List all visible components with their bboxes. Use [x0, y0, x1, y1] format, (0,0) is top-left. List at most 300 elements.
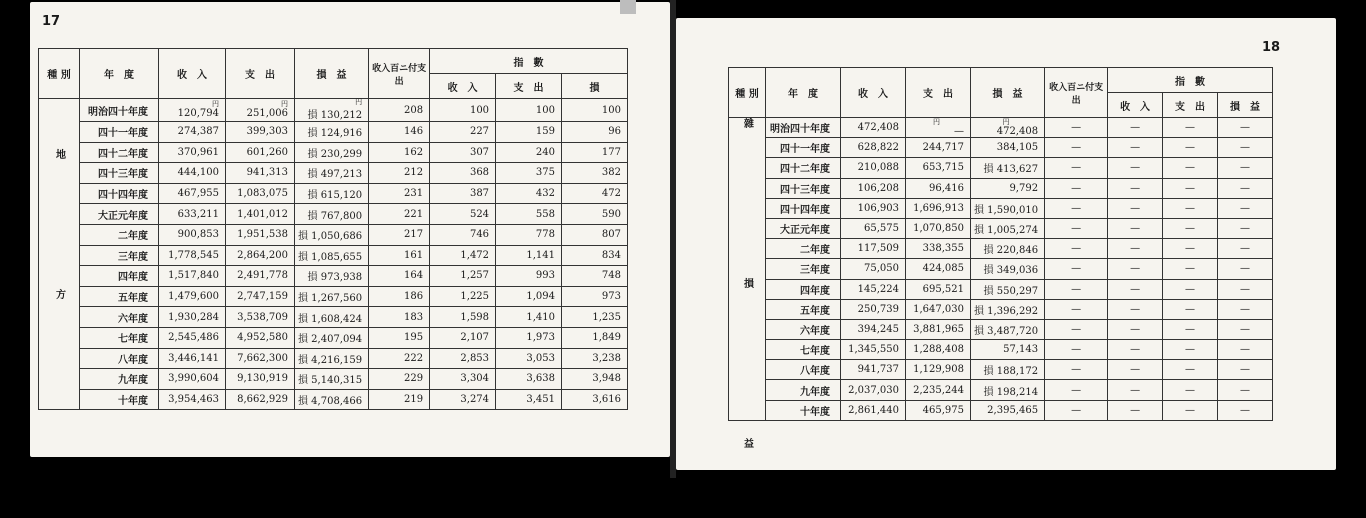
expense-value: 1,083,075 [237, 188, 288, 200]
expense-value: 941,313 [246, 167, 288, 179]
i1-cell: 100 [430, 99, 496, 122]
balance-cell [971, 340, 1045, 360]
i3-cell: 748 [562, 266, 628, 287]
dash-cell: — [1218, 319, 1273, 339]
balance-value: 損 1,267,560 [298, 293, 363, 305]
expense-value: 338,355 [922, 243, 964, 255]
i2-cell: 3,451 [496, 389, 562, 410]
page-number-left: 17 [42, 14, 61, 29]
income-value: 117,509 [857, 243, 899, 255]
expense-cell [906, 299, 971, 319]
table-row [729, 259, 1273, 279]
balance-cell [971, 239, 1045, 259]
expense-cell [226, 348, 295, 369]
income-cell [159, 142, 226, 163]
i1-cell: 2,107 [430, 327, 496, 348]
expense-value: 7,662,300 [237, 352, 288, 364]
expense-value: 1,288,408 [913, 344, 964, 356]
i1-cell: 1,598 [430, 307, 496, 328]
balance-value: 損 124,916 [307, 128, 363, 140]
balance-value: 損 1,590,010 [974, 204, 1039, 216]
i2-cell: 240 [496, 142, 562, 163]
i2-cell: 778 [496, 224, 562, 245]
header-category: 種 別 [729, 68, 766, 118]
expense-cell [906, 259, 971, 279]
i1-cell: 1,225 [430, 286, 496, 307]
income-cell [159, 204, 226, 225]
year-cell: 六年度 [766, 319, 841, 339]
dash-cell: — [1163, 279, 1218, 299]
category-cell: 雜 損 益 [729, 118, 766, 421]
right-table-body [729, 117, 1273, 518]
dash-cell: — [1108, 178, 1163, 198]
balance-value: 損 497,213 [307, 169, 363, 181]
expense-value: 1,951,538 [237, 229, 288, 241]
dash-cell: — [1218, 380, 1273, 400]
dash-cell: — [1218, 118, 1273, 138]
i3-cell: 382 [562, 163, 628, 184]
income-value: 210,088 [857, 162, 899, 174]
income-value: 250,739 [857, 303, 899, 315]
income-cell [159, 99, 226, 122]
i2-cell: 375 [496, 163, 562, 184]
balance-value: 損 1,005,274 [974, 225, 1039, 237]
year-cell: 三年度 [80, 245, 159, 266]
expense-cell [906, 340, 971, 360]
dash-cell: — [1218, 218, 1273, 238]
dash-cell: — [1108, 138, 1163, 158]
dash-cell: — [1045, 239, 1108, 259]
table-row [39, 122, 628, 143]
table-row [39, 245, 628, 266]
balance-cell [295, 183, 369, 204]
income-value: 145,224 [857, 283, 899, 295]
income-cell [159, 245, 226, 266]
year-cell: 明治四十年度 [80, 99, 159, 122]
header-ratio: 收入百ニ付支出 [1045, 68, 1108, 118]
table-row [39, 286, 628, 307]
expense-cell [226, 122, 295, 143]
header-index: 指 數 [1108, 68, 1273, 93]
dash-cell: — [1163, 138, 1218, 158]
income-cell [159, 224, 226, 245]
i3-cell: 807 [562, 224, 628, 245]
dash-cell: — [1218, 340, 1273, 360]
table-row [729, 299, 1273, 319]
year-cell: 五年度 [766, 299, 841, 319]
year-cell: 十年度 [766, 400, 841, 420]
balance-cell [971, 138, 1045, 158]
i2-cell: 432 [496, 183, 562, 204]
table-row [39, 204, 628, 225]
balance-value: 損 130,212 [307, 110, 363, 121]
header-ratio: 收入百ニ付支出 [369, 49, 430, 99]
expense-cell [906, 279, 971, 299]
dash-cell: — [1045, 198, 1108, 218]
year-cell: 大正元年度 [766, 218, 841, 238]
dash-cell: — [1108, 360, 1163, 380]
i2-cell: 993 [496, 266, 562, 287]
year-cell: 四十三年度 [80, 163, 159, 184]
unit-label: 円 [1002, 117, 1010, 126]
income-value: 444,100 [177, 167, 219, 179]
header-expense: 支 出 [226, 49, 295, 99]
year-cell: 八年度 [80, 348, 159, 369]
i2-cell: 1,141 [496, 245, 562, 266]
i3-cell: 590 [562, 204, 628, 225]
dash-cell: — [1108, 319, 1163, 339]
expense-value: 4,952,580 [237, 332, 288, 344]
year-cell: 四十一年度 [80, 122, 159, 143]
income-value: 106,208 [857, 182, 899, 194]
dash-cell: — [1163, 198, 1218, 218]
year-cell: 四十四年度 [766, 198, 841, 218]
ratio-cell: 231 [369, 183, 430, 204]
expense-value: — [954, 125, 964, 137]
dash-cell: — [1045, 340, 1108, 360]
binding-clip [620, 0, 636, 14]
dash-cell: — [1163, 319, 1218, 339]
expense-cell [226, 266, 295, 287]
balance-value: 損 188,172 [983, 366, 1039, 378]
income-cell [841, 178, 906, 198]
table-row [729, 178, 1273, 198]
unit-label: 円 [212, 100, 219, 108]
i1-cell: 227 [430, 122, 496, 143]
table-row [39, 327, 628, 348]
i1-cell: 1,257 [430, 266, 496, 287]
expense-value: 3,538,709 [237, 311, 288, 323]
balance-cell [295, 122, 369, 143]
balance-value: 損 230,299 [307, 148, 363, 160]
dash-cell: — [1108, 299, 1163, 319]
year-cell: 四十四年度 [80, 183, 159, 204]
dash-cell: — [1163, 239, 1218, 259]
year-cell: 三年度 [766, 259, 841, 279]
balance-value: 損 3,487,720 [974, 325, 1039, 337]
balance-cell [971, 279, 1045, 299]
balance-value: 384,105 [996, 142, 1039, 154]
balance-cell [295, 99, 369, 122]
header-index-balance: 損 [562, 74, 628, 99]
dash-cell: — [1045, 380, 1108, 400]
header-balance: 損 益 [295, 49, 369, 99]
dash-cell: — [1045, 178, 1108, 198]
balance-cell [295, 286, 369, 307]
year-cell: 七年度 [80, 327, 159, 348]
expense-cell [906, 198, 971, 218]
unit-label: 円 [355, 98, 363, 106]
income-value: 628,822 [857, 142, 899, 154]
header-category: 種 別 [39, 49, 80, 99]
table-row [729, 319, 1273, 339]
dash-cell: — [1218, 198, 1273, 218]
expense-cell [906, 239, 971, 259]
balance-value: 9,792 [1009, 182, 1039, 194]
expense-cell [226, 204, 295, 225]
header-index-balance: 損 益 [1218, 93, 1273, 118]
expense-value: 1,696,913 [913, 202, 964, 214]
income-value: 1,778,545 [168, 249, 219, 261]
expense-cell [226, 183, 295, 204]
unit-label: 円 [933, 117, 940, 126]
i2-cell: 3,638 [496, 369, 562, 390]
ratio-cell: 217 [369, 224, 430, 245]
income-cell [841, 340, 906, 360]
year-cell: 十年度 [80, 389, 159, 410]
expense-cell [906, 319, 971, 339]
expense-value: 2,491,778 [237, 270, 288, 282]
income-cell [159, 183, 226, 204]
expense-value: 2,235,244 [913, 384, 964, 396]
header-balance: 損 益 [971, 68, 1045, 118]
expense-cell [226, 224, 295, 245]
expense-cell [226, 142, 295, 163]
income-value: 65,575 [864, 223, 899, 235]
balance-value: 472,408 [996, 125, 1039, 137]
income-value: 1,517,840 [168, 270, 219, 282]
balance-cell [971, 360, 1045, 380]
year-cell: 四十二年度 [80, 142, 159, 163]
expense-cell [906, 158, 971, 178]
category-cell: 地 方 [39, 99, 80, 410]
dash-cell: — [1045, 400, 1108, 420]
balance-cell [295, 142, 369, 163]
balance-value: 損 767,800 [307, 210, 363, 222]
year-cell: 九年度 [80, 369, 159, 390]
dash-cell: — [1045, 158, 1108, 178]
expense-value: 1,129,908 [913, 364, 964, 376]
balance-cell [971, 198, 1045, 218]
expense-value: 1,401,012 [237, 208, 288, 220]
expense-cell [226, 286, 295, 307]
expense-value: 1,070,850 [913, 223, 964, 235]
income-cell [841, 360, 906, 380]
income-value: 2,545,486 [168, 332, 219, 344]
i2-cell: 558 [496, 204, 562, 225]
dash-cell: — [1218, 178, 1273, 198]
balance-cell [971, 218, 1045, 238]
dash-cell: — [1108, 259, 1163, 279]
dash-cell: — [1163, 259, 1218, 279]
balance-cell [295, 245, 369, 266]
balance-cell [295, 204, 369, 225]
expense-cell [226, 369, 295, 390]
balance-cell [295, 224, 369, 245]
header-expense: 支 出 [906, 68, 971, 118]
income-value: 394,245 [857, 323, 899, 335]
income-cell [841, 400, 906, 420]
dash-cell: — [1108, 380, 1163, 400]
income-value: 900,853 [177, 229, 219, 241]
balance-cell [971, 319, 1045, 339]
dash-cell: — [1163, 118, 1218, 138]
expense-cell [906, 118, 971, 138]
dash-cell: — [1163, 360, 1218, 380]
income-cell [841, 198, 906, 218]
table-row [729, 239, 1273, 259]
dash-cell: — [1108, 218, 1163, 238]
year-cell: 二年度 [80, 224, 159, 245]
year-cell: 四年度 [766, 279, 841, 299]
balance-cell [295, 369, 369, 390]
year-cell: 四十二年度 [766, 158, 841, 178]
income-value: 75,050 [864, 263, 899, 275]
dash-cell: — [1045, 138, 1108, 158]
income-value: 120,794 [177, 108, 219, 119]
dash-cell: — [1163, 380, 1218, 400]
i2-cell: 100 [496, 99, 562, 122]
header-year: 年 度 [766, 68, 841, 118]
unit-label: 円 [281, 100, 288, 108]
header-index: 指 數 [430, 49, 628, 74]
dash-cell: — [1218, 158, 1273, 178]
dash-cell: — [1108, 400, 1163, 420]
balance-cell [971, 259, 1045, 279]
expense-cell [906, 218, 971, 238]
ratio-cell: 162 [369, 142, 430, 163]
dash-cell: — [1108, 239, 1163, 259]
income-value: 2,861,440 [848, 404, 899, 416]
balance-value: 損 5,140,315 [298, 375, 363, 387]
balance-value: 損 413,627 [983, 164, 1039, 176]
i3-cell: 973 [562, 286, 628, 307]
balance-cell [971, 400, 1045, 420]
expense-value: 9,130,919 [237, 373, 288, 385]
ratio-cell: 164 [369, 266, 430, 287]
balance-cell [295, 348, 369, 369]
expense-cell [226, 389, 295, 410]
balance-value: 損 220,846 [983, 245, 1039, 257]
income-cell [841, 299, 906, 319]
table-row [729, 218, 1273, 238]
i2-cell: 1,973 [496, 327, 562, 348]
balance-cell [295, 266, 369, 287]
expense-cell [226, 245, 295, 266]
table-row [39, 183, 628, 204]
balance-value: 損 615,120 [307, 190, 363, 202]
dash-cell: — [1045, 299, 1108, 319]
dash-cell: — [1163, 400, 1218, 420]
i1-cell: 3,274 [430, 389, 496, 410]
header-index-expense: 支 出 [1163, 93, 1218, 118]
dash-cell: — [1218, 279, 1273, 299]
year-cell: 四年度 [80, 266, 159, 287]
table-row [39, 266, 628, 287]
expense-cell [906, 380, 971, 400]
income-value: 106,903 [857, 202, 899, 214]
i1-cell: 3,304 [430, 369, 496, 390]
i3-cell: 177 [562, 142, 628, 163]
income-value: 467,955 [177, 188, 219, 200]
dash-cell: — [1108, 118, 1163, 138]
header-index-income: 收 入 [430, 74, 496, 99]
i2-cell: 3,053 [496, 348, 562, 369]
table-row [39, 369, 628, 390]
expense-cell [226, 307, 295, 328]
table-row [729, 400, 1273, 420]
balance-cell [295, 327, 369, 348]
income-cell [159, 327, 226, 348]
table-row [729, 118, 1273, 138]
balance-cell [971, 178, 1045, 198]
income-cell [159, 369, 226, 390]
income-cell [841, 319, 906, 339]
balance-value: 損 550,297 [983, 285, 1039, 297]
right-table [728, 67, 1273, 518]
income-cell [841, 118, 906, 138]
income-cell [841, 279, 906, 299]
income-value: 370,961 [177, 146, 219, 158]
year-cell: 七年度 [766, 340, 841, 360]
income-cell [159, 266, 226, 287]
year-cell: 六年度 [80, 307, 159, 328]
table-row [39, 307, 628, 328]
i1-cell: 2,853 [430, 348, 496, 369]
balance-value: 損 1,396,292 [974, 305, 1039, 317]
expense-value: 695,521 [922, 283, 964, 295]
i1-cell: 368 [430, 163, 496, 184]
year-cell: 四十三年度 [766, 178, 841, 198]
expense-value: 424,085 [922, 263, 964, 275]
left-table [38, 48, 628, 410]
dash-cell: — [1108, 340, 1163, 360]
balance-cell [971, 118, 1045, 138]
page-number-right: 18 [1262, 40, 1281, 55]
header-year: 年 度 [80, 49, 159, 99]
table-row [729, 360, 1273, 380]
dash-cell: — [1218, 259, 1273, 279]
dash-cell: — [1218, 360, 1273, 380]
dash-cell: — [1163, 158, 1218, 178]
year-cell: 明治四十年度 [766, 118, 841, 138]
ratio-cell: 195 [369, 327, 430, 348]
i3-cell: 1,235 [562, 307, 628, 328]
year-cell: 九年度 [766, 380, 841, 400]
expense-cell [906, 178, 971, 198]
income-value: 1,345,550 [848, 344, 899, 356]
income-cell [841, 380, 906, 400]
expense-value: 3,881,965 [913, 323, 964, 335]
i3-cell: 834 [562, 245, 628, 266]
income-value: 1,930,284 [168, 311, 219, 323]
table-row [39, 389, 628, 410]
dash-cell: — [1218, 400, 1273, 420]
income-value: 472,408 [857, 122, 899, 134]
balance-cell [295, 389, 369, 410]
income-cell [841, 158, 906, 178]
ratio-cell: 212 [369, 163, 430, 184]
table-row [729, 340, 1273, 360]
year-cell: 四十一年度 [766, 138, 841, 158]
dash-cell: — [1108, 158, 1163, 178]
income-cell [159, 163, 226, 184]
table-row [729, 380, 1273, 400]
i1-cell: 387 [430, 183, 496, 204]
table-row [729, 198, 1273, 218]
ratio-cell: 146 [369, 122, 430, 143]
expense-value: 399,303 [246, 126, 288, 138]
ratio-cell: 219 [369, 389, 430, 410]
income-cell [159, 389, 226, 410]
expense-value: 601,260 [246, 146, 288, 158]
balance-value: 損 198,214 [983, 386, 1039, 398]
year-cell: 五年度 [80, 286, 159, 307]
header-index-expense: 支 出 [496, 74, 562, 99]
balance-value: 2,395,465 [987, 404, 1039, 416]
i3-cell: 3,238 [562, 348, 628, 369]
income-cell [159, 348, 226, 369]
